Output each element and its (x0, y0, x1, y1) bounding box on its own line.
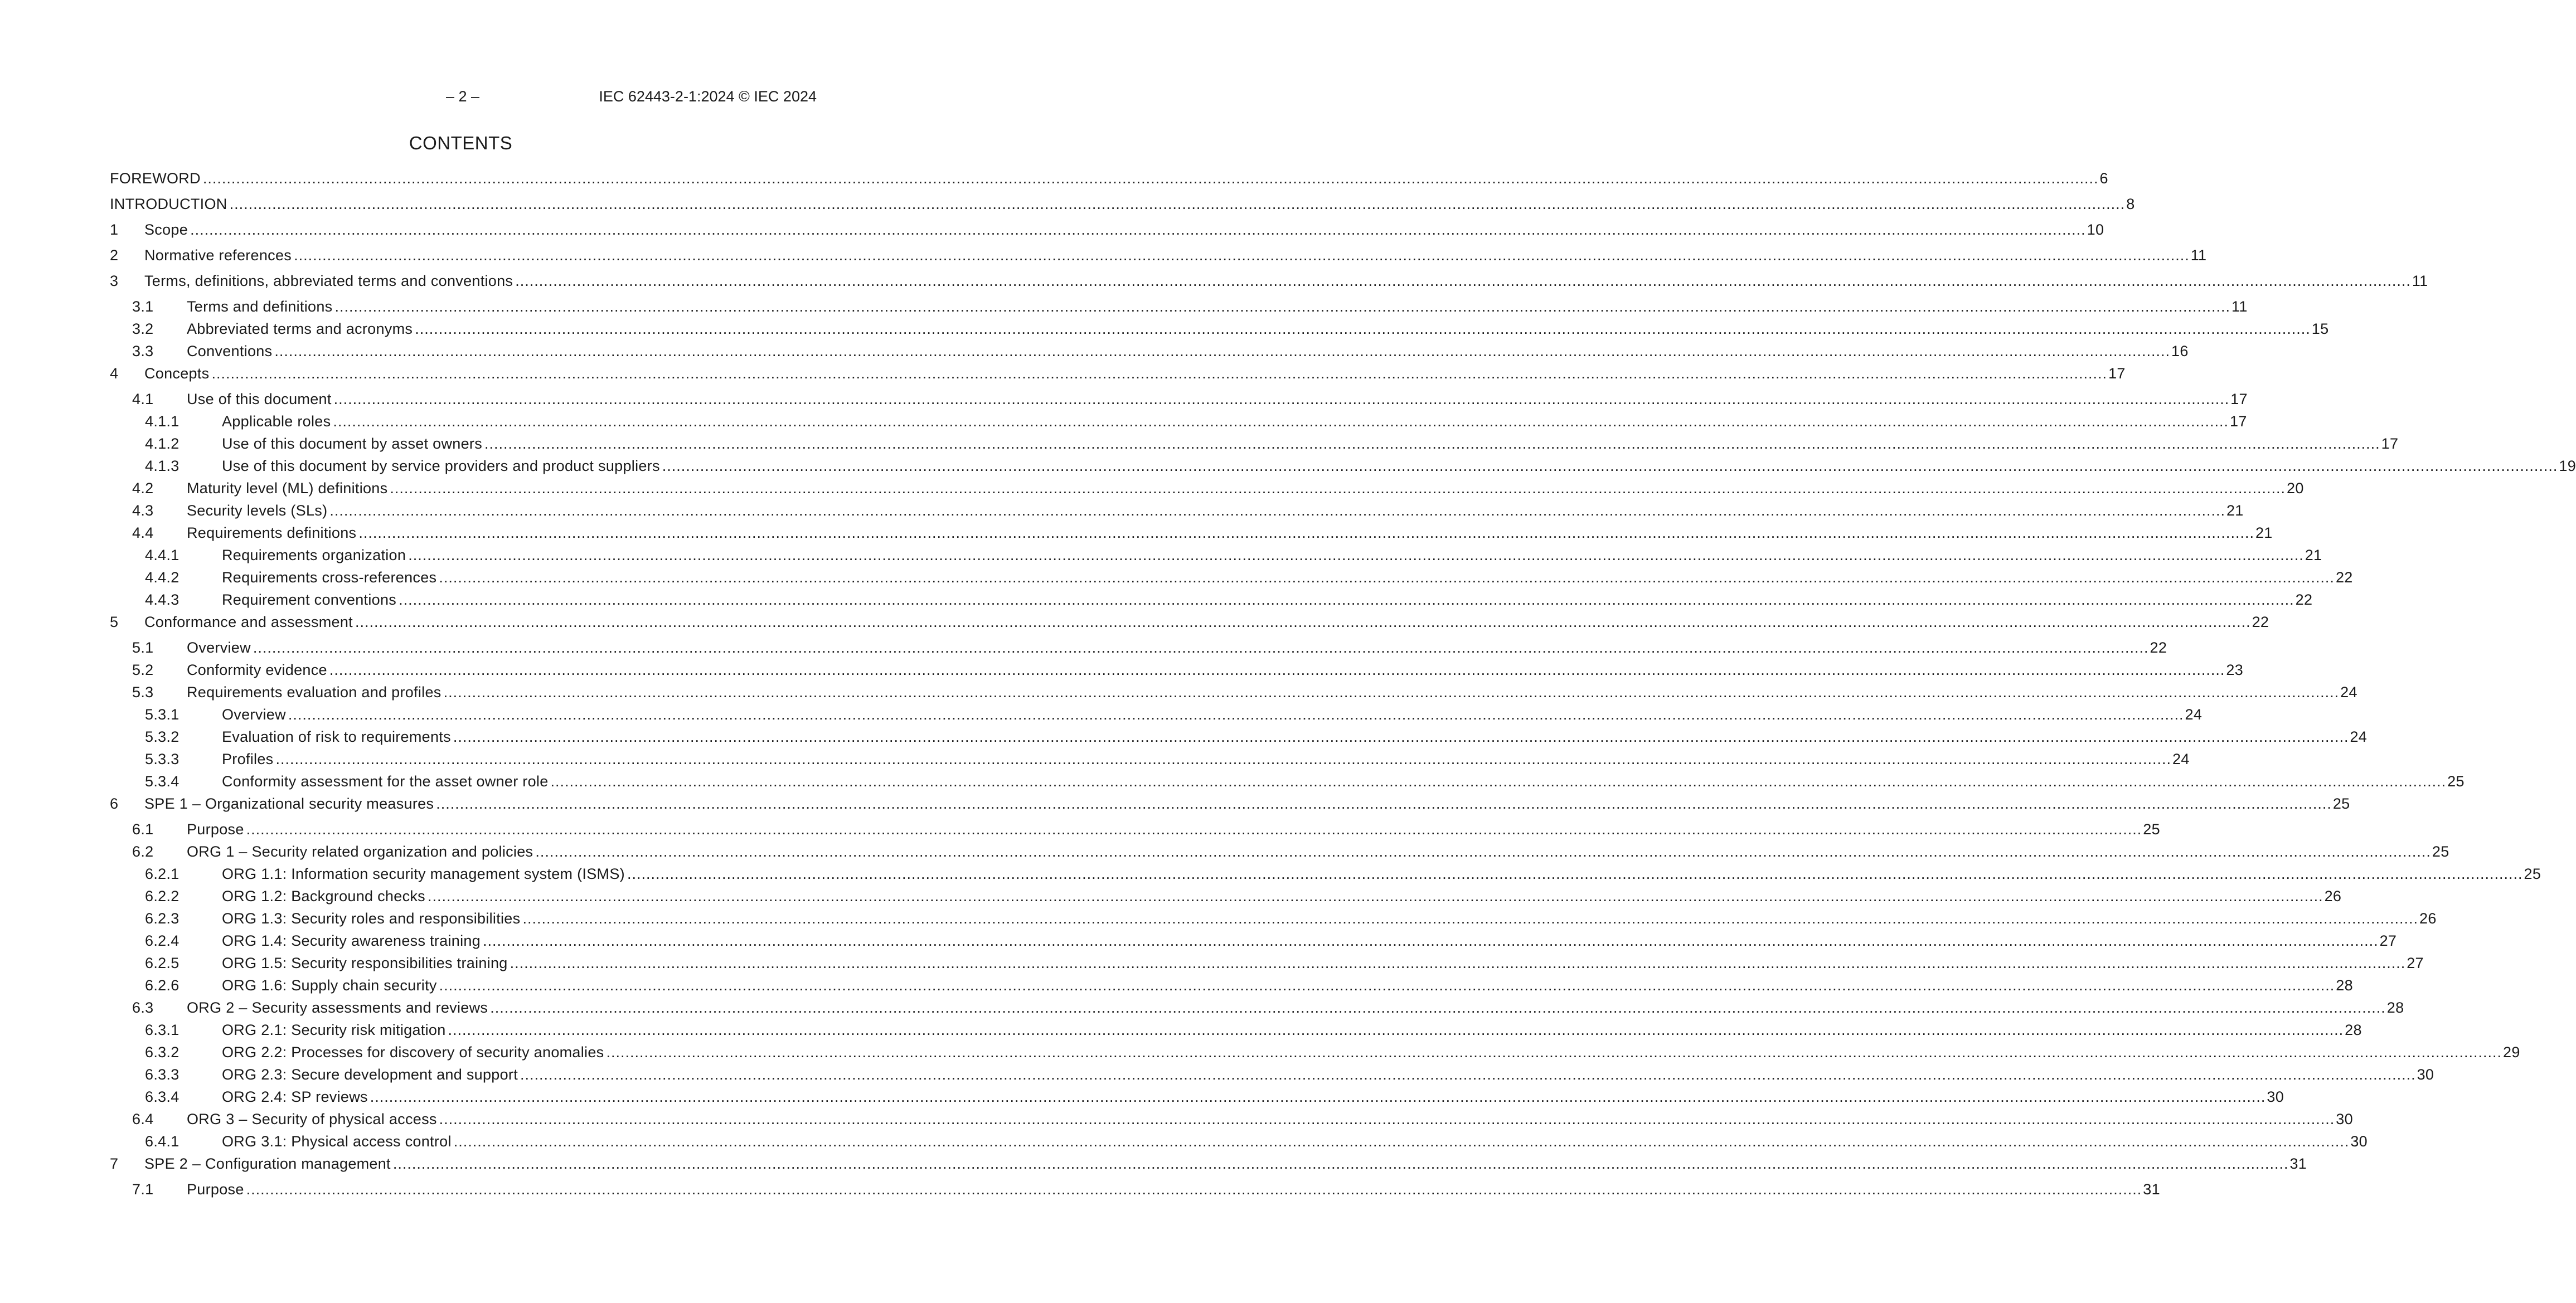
toc-section-number: 6.2.5 (145, 955, 180, 971)
toc-entry[interactable] (0, 220, 2104, 240)
toc-entry[interactable] (0, 434, 2399, 454)
toc-dot-leader: ................................................................................................................................................................................................................................................................................................................................................................................................................ (229, 196, 2126, 212)
toc-section-title: Use of this document by service providers and product suppliers (222, 458, 660, 474)
toc-section-title: Terms, definitions, abbreviated terms and conventions (144, 273, 513, 289)
toc-dot-leader: ................................................................................................................................................................................................................................................................................................................................................................................................................ (606, 1044, 2502, 1061)
toc-section-title: SPE 1 – Organizational security measures (144, 795, 434, 812)
toc-page-number: 21 (2255, 524, 2273, 541)
toc-entry[interactable] (0, 638, 2167, 658)
toc-entry[interactable] (0, 296, 2248, 317)
toc-page-number: 21 (2226, 502, 2244, 519)
toc-page-number: 26 (2419, 910, 2437, 927)
toc-page-number: 26 (2324, 888, 2342, 905)
toc-page-number: 25 (2332, 795, 2350, 812)
page-number: – 2 – (446, 88, 480, 105)
toc-section-title: Conformity evidence (187, 662, 327, 678)
toc-section-title: ORG 1.2: Background checks (222, 888, 425, 905)
toc-page-number: 16 (2171, 343, 2189, 359)
toc-section-number: 6.2.4 (145, 932, 180, 949)
toc-page-number: 17 (2230, 391, 2248, 407)
toc-section-number: 6.2 (132, 843, 154, 860)
toc-section-number: 4.4 (132, 524, 154, 541)
toc-section-title: Terms and definitions (187, 298, 333, 315)
toc-dot-leader: ................................................................................................................................................................................................................................................................................................................................................................................................................ (520, 1066, 2416, 1083)
toc-section-title: SPE 2 – Configuration management (144, 1155, 391, 1172)
toc-section-number: 6.1 (132, 821, 154, 838)
toc-section-title: Purpose (187, 1181, 244, 1198)
toc-section-number: 6.3.3 (145, 1066, 180, 1083)
toc-section-number: 3.2 (132, 320, 154, 337)
toc-page-number: 15 (2311, 320, 2329, 337)
toc-dot-leader: ................................................................................................................................................................................................................................................................................................................................................................................................................ (333, 391, 2230, 407)
toc-entry[interactable] (0, 271, 2428, 291)
toc-dot-leader: ................................................................................................................................................................................................................................................................................................................................................................................................................ (439, 1111, 2335, 1127)
toc-page-number: 24 (2340, 684, 2357, 701)
toc-entry[interactable] (0, 1179, 2160, 1199)
toc-page-number: 17 (2108, 365, 2126, 382)
toc-section-title: Requirements organization (222, 547, 406, 563)
toc-section-number: 5.3.2 (145, 728, 180, 745)
toc-section-title: Conformity assessment for the asset owner role (222, 773, 549, 790)
toc-section-title: ORG 1.5: Security responsibilities training (222, 955, 508, 971)
toc-section-title: Conformance and assessment (144, 614, 353, 630)
toc-dot-leader: ................................................................................................................................................................................................................................................................................................................................................................................................................ (448, 1022, 2344, 1038)
toc-entry[interactable] (0, 500, 2244, 521)
toc-section-number: 4.1.1 (145, 413, 180, 430)
toc-entry[interactable] (0, 794, 2350, 814)
toc-dot-leader: ................................................................................................................................................................................................................................................................................................................................................................................................................ (333, 413, 2229, 430)
toc-section-number: 4.3 (132, 502, 154, 519)
toc-section-number: 7 (110, 1155, 119, 1172)
toc-page-number: 17 (2230, 413, 2247, 430)
toc-dot-leader: ................................................................................................................................................................................................................................................................................................................................................................................................................ (275, 751, 2172, 767)
toc-dot-leader: ................................................................................................................................................................................................................................................................................................................................................................................................................ (390, 480, 2286, 497)
toc-dot-leader: ................................................................................................................................................................................................................................................................................................................................................................................................................ (294, 247, 2190, 264)
toc-section-title: Abbreviated terms and acronyms (187, 320, 413, 337)
toc-page-number: 17 (2381, 435, 2399, 452)
toc-dot-leader: ................................................................................................................................................................................................................................................................................................................................................................................................................ (662, 458, 2558, 474)
toc-section-number: 5.2 (132, 662, 154, 678)
toc-dot-leader: ................................................................................................................................................................................................................................................................................................................................................................................................................ (329, 502, 2225, 519)
toc-page-number: 28 (2345, 1022, 2362, 1038)
toc-section-title: Scope (144, 221, 188, 238)
toc-section-number: 3 (110, 273, 119, 289)
toc-section-number: 2 (110, 247, 119, 264)
toc-page-number: 25 (2143, 821, 2160, 838)
toc-page-number: 28 (2386, 999, 2404, 1016)
toc-section-title: ORG 2.3: Secure development and support (222, 1066, 518, 1083)
toc-dot-leader: ................................................................................................................................................................................................................................................................................................................................................................................................................ (490, 999, 2386, 1016)
toc-section-title: Overview (187, 639, 251, 656)
toc-entry[interactable] (0, 842, 2449, 862)
toc-page-number: 22 (2150, 639, 2167, 656)
toc-dot-leader: ................................................................................................................................................................................................................................................................................................................................................................................................................ (627, 866, 2523, 882)
toc-section-number: 6.2.3 (145, 910, 180, 927)
toc-dot-leader: ................................................................................................................................................................................................................................................................................................................................................................................................................ (399, 591, 2294, 608)
toc-section-number: 5.1 (132, 639, 154, 656)
toc-section-title: ORG 1.4: Security awareness training (222, 932, 481, 949)
toc-page-number: 11 (2190, 247, 2207, 264)
toc-page-number: 19 (2559, 458, 2576, 474)
toc-entry[interactable] (0, 998, 2404, 1018)
toc-dot-leader: ................................................................................................................................................................................................................................................................................................................................................................................................................ (246, 821, 2142, 838)
toc-entry[interactable] (0, 612, 2269, 632)
toc-section-title: Normative references (144, 247, 292, 264)
toc-section-title: ORG 1 – Security related organization and policies (187, 843, 533, 860)
toc-dot-leader: ................................................................................................................................................................................................................................................................................................................................................................................................................ (484, 435, 2380, 452)
toc-page-number: 22 (2252, 614, 2269, 630)
toc-section-title: ORG 1.1: Information security management system (ISMS) (222, 866, 625, 882)
toc-section-title: ORG 3.1: Physical access control (222, 1133, 452, 1150)
toc-section-title: Requirement conventions (222, 591, 397, 608)
toc-section-number: 4.4.3 (145, 591, 180, 608)
toc-entry[interactable] (0, 819, 2160, 839)
toc-page-number: 10 (2087, 221, 2104, 238)
toc-section-number: 4.1.2 (145, 435, 180, 452)
toc-section-title: ORG 2.4: SP reviews (222, 1088, 368, 1105)
toc-section-number: 5.3.3 (145, 751, 180, 767)
toc-entry[interactable] (0, 704, 2203, 725)
toc-dot-leader: ................................................................................................................................................................................................................................................................................................................................................................................................................ (415, 320, 2311, 337)
toc-page-number: 27 (2379, 932, 2397, 949)
toc-dot-leader: ................................................................................................................................................................................................................................................................................................................................................................................................................ (510, 955, 2406, 971)
toc-entry[interactable] (0, 771, 2465, 791)
toc-section-title: Use of this document by asset owners (222, 435, 483, 452)
toc-page-number: 25 (2447, 773, 2465, 790)
toc-section-number: 5.3.1 (145, 706, 180, 723)
toc-section-title: ORG 3 – Security of physical access (187, 1111, 437, 1127)
toc-section-title: ORG 2 – Security assessments and reviews (187, 999, 488, 1016)
toc-page-number: 30 (2350, 1133, 2368, 1150)
toc-entry[interactable] (0, 749, 2190, 769)
toc-section-title: Applicable roles (222, 413, 331, 430)
toc-section-number: 6.4.1 (145, 1133, 180, 1150)
toc-entry[interactable] (0, 1020, 2362, 1040)
toc-dot-leader: ................................................................................................................................................................................................................................................................................................................................................................................................................ (253, 639, 2149, 656)
toc-entry[interactable] (0, 567, 2353, 587)
toc-section-number: 6.3 (132, 999, 154, 1016)
toc-entry[interactable] (0, 1087, 2284, 1107)
toc-entry[interactable] (0, 1109, 2353, 1129)
toc-entry[interactable] (0, 953, 2424, 973)
toc-section-number: 5.3.4 (145, 773, 180, 790)
toc-page-number: 11 (2231, 298, 2248, 315)
toc-section-number: 1 (110, 221, 119, 238)
toc-section-number: 6 (110, 795, 119, 812)
toc-page-number: 28 (2336, 977, 2353, 994)
document-identifier: IEC 62443-2-1:2024 © IEC 2024 (599, 88, 817, 105)
toc-section-title: ORG 2.1: Security risk mitigation (222, 1022, 446, 1038)
toc-entry[interactable] (0, 478, 2304, 498)
toc-dot-leader: ................................................................................................................................................................................................................................................................................................................................................................................................................ (334, 298, 2231, 315)
toc-entry[interactable] (0, 1064, 2434, 1085)
toc-dot-leader: ................................................................................................................................................................................................................................................................................................................................................................................................................ (483, 932, 2379, 949)
toc-section-title: Security levels (SLs) (187, 502, 328, 519)
toc-dot-leader: ................................................................................................................................................................................................................................................................................................................................................................................................................ (329, 662, 2225, 678)
toc-page-number: 11 (2412, 273, 2428, 289)
toc-dot-leader: ................................................................................................................................................................................................................................................................................................................................................................................................................ (211, 365, 2108, 382)
toc-section-title: Evaluation of risk to requirements (222, 728, 451, 745)
toc-section-title: Maturity level (ML) definitions (187, 480, 388, 497)
toc-dot-leader: ................................................................................................................................................................................................................................................................................................................................................................................................................ (274, 343, 2170, 359)
toc-entry[interactable] (0, 931, 2397, 951)
toc-dot-leader: ................................................................................................................................................................................................................................................................................................................................................................................................................ (358, 524, 2254, 541)
toc-entry[interactable] (0, 682, 2357, 702)
toc-section-title: Concepts (144, 365, 210, 382)
toc-dot-leader: ................................................................................................................................................................................................................................................................................................................................................................................................................ (288, 706, 2184, 723)
toc-entry[interactable] (0, 168, 2108, 188)
toc-dot-leader: ................................................................................................................................................................................................................................................................................................................................................................................................................ (453, 728, 2349, 745)
toc-dot-leader: ................................................................................................................................................................................................................................................................................................................................................................................................................ (408, 547, 2304, 563)
toc-section-number: 4.4.1 (145, 547, 180, 563)
toc-dot-leader: ................................................................................................................................................................................................................................................................................................................................................................................................................ (190, 221, 2086, 238)
toc-dot-leader: ................................................................................................................................................................................................................................................................................................................................................................................................................ (427, 888, 2323, 905)
toc-section-title: Profiles (222, 751, 274, 767)
toc-page-number: 24 (2172, 751, 2190, 767)
toc-entry[interactable] (0, 245, 2207, 265)
toc-entry[interactable] (0, 1154, 2307, 1174)
toc-section-title: FOREWORD (110, 170, 201, 187)
toc-entry[interactable] (0, 545, 2322, 565)
toc-section-title: Overview (222, 706, 286, 723)
toc-section-title: Conventions (187, 343, 273, 359)
toc-dot-leader: ................................................................................................................................................................................................................................................................................................................................................................................................................ (355, 614, 2251, 630)
toc-page-number: 24 (2185, 706, 2203, 723)
toc-page-number: 23 (2226, 662, 2244, 678)
toc-page-number: 22 (2295, 591, 2313, 608)
toc-dot-leader: ................................................................................................................................................................................................................................................................................................................................................................................................................ (392, 1155, 2289, 1172)
toc-dot-leader: ................................................................................................................................................................................................................................................................................................................................................................................................................ (453, 1133, 2350, 1150)
toc-section-number: 4.4.2 (145, 569, 180, 586)
toc-entry[interactable] (0, 908, 2437, 928)
toc-section-number: 6.2.2 (145, 888, 180, 905)
toc-entry[interactable] (0, 886, 2342, 906)
toc-section-number: 6.2.6 (145, 977, 180, 994)
toc-entry[interactable] (0, 456, 2576, 476)
toc-section-title: Requirements definitions (187, 524, 357, 541)
toc-entry[interactable] (0, 389, 2248, 409)
toc-section-number: 6.2.1 (145, 866, 180, 882)
toc-entry[interactable] (0, 1131, 2368, 1151)
toc-section-title: Requirements cross-references (222, 569, 437, 586)
toc-section-number: 3.3 (132, 343, 154, 359)
toc-entry[interactable] (0, 341, 2189, 361)
toc-entry[interactable] (0, 363, 2126, 383)
toc-page-number: 31 (2143, 1181, 2160, 1198)
toc-page-number: 31 (2289, 1155, 2307, 1172)
toc-dot-leader: ................................................................................................................................................................................................................................................................................................................................................................................................................ (443, 684, 2340, 701)
toc-page-number: 30 (2417, 1066, 2434, 1083)
toc-dot-leader: ................................................................................................................................................................................................................................................................................................................................................................................................................ (370, 1088, 2266, 1105)
toc-section-number: 6.4 (132, 1111, 154, 1127)
toc-page-number: 25 (2432, 843, 2449, 860)
toc-entry[interactable] (0, 975, 2353, 995)
toc-section-number: 6.3.4 (145, 1088, 180, 1105)
toc-dot-leader: ................................................................................................................................................................................................................................................................................................................................................................................................................ (550, 773, 2447, 790)
toc-entry[interactable] (0, 1042, 2520, 1062)
toc-page-number: 24 (2350, 728, 2368, 745)
toc-section-number: 4.2 (132, 480, 154, 497)
toc-section-number: 6.3.2 (145, 1044, 180, 1061)
toc-entry[interactable] (0, 660, 2244, 680)
toc-entry[interactable] (0, 194, 2135, 214)
toc-entry[interactable] (0, 727, 2368, 747)
toc-section-title: Purpose (187, 821, 244, 838)
toc-dot-leader: ................................................................................................................................................................................................................................................................................................................................................................................................................ (436, 795, 2332, 812)
toc-page-number: 25 (2524, 866, 2541, 882)
toc-page-number: 20 (2287, 480, 2304, 497)
toc-section-title: ORG 1.6: Supply chain security (222, 977, 437, 994)
toc-entry[interactable] (0, 523, 2273, 543)
toc-dot-leader: ................................................................................................................................................................................................................................................................................................................................................................................................................ (515, 273, 2411, 289)
toc-dot-leader: ................................................................................................................................................................................................................................................................................................................................................................................................................ (246, 1181, 2142, 1198)
toc-entry[interactable] (0, 590, 2313, 610)
toc-entry[interactable] (0, 319, 2329, 339)
toc-dot-leader: ................................................................................................................................................................................................................................................................................................................................................................................................................ (535, 843, 2431, 860)
toc-page-number: 22 (2335, 569, 2353, 586)
toc-page-number: 8 (2126, 196, 2135, 212)
toc-page-number: 27 (2407, 955, 2424, 971)
toc-page-number: 29 (2503, 1044, 2520, 1061)
toc-page-number: 30 (2267, 1088, 2284, 1105)
toc-section-number: 5 (110, 614, 119, 630)
toc-section-number: 4 (110, 365, 119, 382)
toc-section-number: 4.1 (132, 391, 154, 407)
toc-dot-leader: ................................................................................................................................................................................................................................................................................................................................................................................................................ (202, 170, 2099, 187)
toc-entry[interactable] (0, 411, 2247, 431)
toc-section-title: INTRODUCTION (110, 196, 227, 212)
toc-entry[interactable] (0, 864, 2541, 884)
toc-section-title: ORG 1.3: Security roles and responsibilities (222, 910, 521, 927)
toc-section-title: Use of this document (187, 391, 332, 407)
toc-dot-leader: ................................................................................................................................................................................................................................................................................................................................................................................................................ (439, 569, 2335, 586)
toc-dot-leader: ................................................................................................................................................................................................................................................................................................................................................................................................................ (439, 977, 2335, 994)
toc-page-number: 21 (2305, 547, 2322, 563)
toc-section-number: 7.1 (132, 1181, 154, 1198)
toc-section-title: Requirements evaluation and profiles (187, 684, 442, 701)
toc-section-number: 3.1 (132, 298, 154, 315)
toc-section-title: ORG 2.2: Processes for discovery of security anomalies (222, 1044, 604, 1061)
toc-dot-leader: ................................................................................................................................................................................................................................................................................................................................................................................................................ (522, 910, 2419, 927)
toc-page-number: 6 (2099, 170, 2108, 187)
toc-section-number: 4.1.3 (145, 458, 180, 474)
page-title: CONTENTS (409, 133, 513, 153)
toc-section-number: 6.3.1 (145, 1022, 180, 1038)
toc-section-number: 5.3 (132, 684, 154, 701)
toc-page-number: 30 (2336, 1111, 2353, 1127)
